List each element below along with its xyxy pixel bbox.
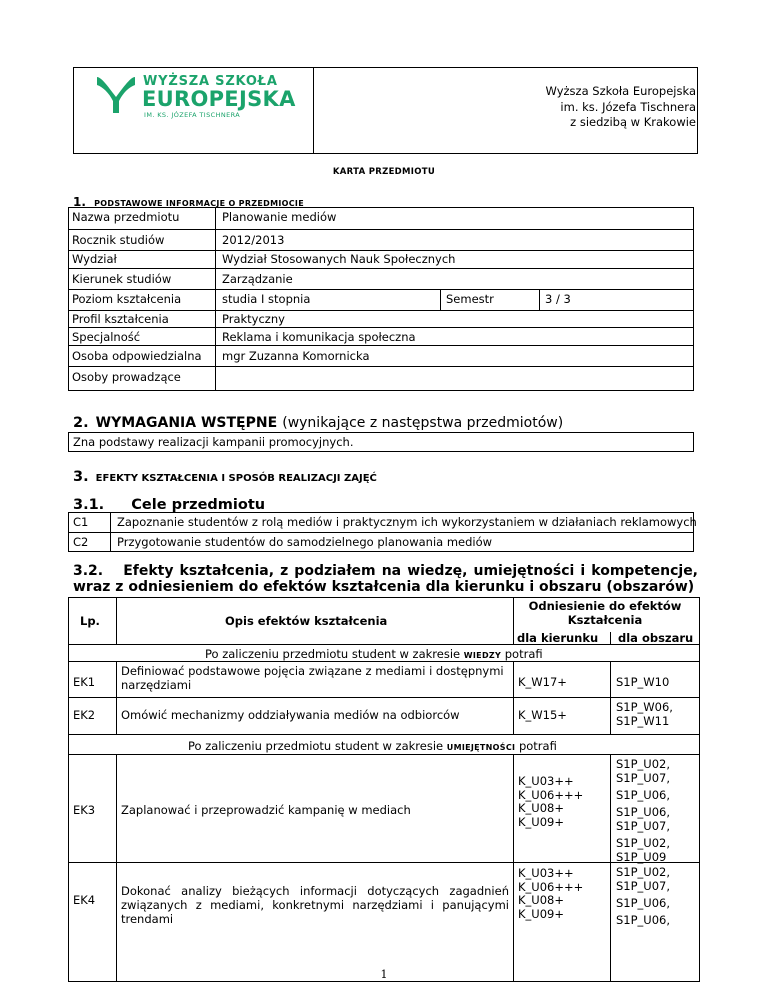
row-label: Osoba odpowiedzialna	[72, 349, 202, 363]
col-ref-header: Odniesienie do efektów Kształcenia	[528, 599, 682, 627]
objective-code: C1	[73, 515, 89, 529]
row-line	[68, 327, 694, 328]
ek4-kier-item: K_U06+++	[518, 879, 584, 894]
ek3-kier-item: K_U08+	[518, 801, 564, 815]
header-divider	[313, 67, 314, 154]
ek4-obsz-item: S1P_U06,	[616, 913, 671, 927]
skills-suffix: potrafi	[518, 739, 557, 753]
row-line	[68, 661, 700, 662]
section2-subtitle: (wynikające z następstwa przedmiotów)	[282, 415, 564, 431]
objective-text: Zapoznanie studentów z rolą mediów i praktycznym ich wykorzystaniem w działaniach reklamowych	[117, 515, 697, 529]
col-line	[610, 632, 611, 644]
ek2-code: EK2	[73, 708, 96, 722]
semester-value: 3 / 3	[545, 292, 571, 306]
ek1-desc: Definiować podstawowe pojęcia związane z mediami i dostępnymi narzędziami	[121, 664, 504, 692]
school-logo	[93, 73, 303, 123]
ek4-obsz-item: S1P_U02,	[616, 865, 671, 879]
col-line	[610, 754, 611, 982]
row-line	[68, 734, 700, 735]
row-line	[68, 862, 700, 863]
ek4-kier-item: K_U08+	[518, 893, 564, 907]
basic-info-col-divider	[215, 207, 216, 391]
knowledge-prefix: Po zaliczeniu przedmiotu student w zakresie	[205, 647, 461, 661]
section32-number: 3.2.	[73, 563, 104, 579]
row-line	[68, 754, 700, 755]
row-value: Reklama i komunikacja społeczna	[222, 330, 416, 344]
logo-line2: EUROPEJSKA	[142, 87, 296, 111]
col-desc-header: Opis efektów kształcenia	[225, 614, 388, 628]
ek3-kier-list	[518, 775, 583, 829]
section2-title: WYMAGANIA WSTĘPNE	[95, 415, 278, 431]
row-label: Rocznik studiów	[72, 233, 165, 247]
semester-label: Semestr	[446, 292, 494, 306]
row-line	[68, 250, 694, 251]
ek4-code: EK4	[73, 893, 96, 907]
row-label: Specjalność	[72, 330, 141, 344]
col-line	[513, 597, 514, 644]
col-kier-header: dla kierunku	[517, 631, 599, 645]
ek4-desc: Dokonać analizy bieżących informacji dotyczących zagadnień związanych z mediami, konkretnymi narzędziami i panującymi trendami	[121, 884, 509, 926]
objective-text: Przygotowanie studentów do samodzielnego planowania mediów	[117, 535, 493, 549]
ek4-obsz-item: S1P_U06,	[616, 896, 671, 910]
row-label: Profil kształcenia	[72, 312, 169, 326]
section1-number: 1.	[73, 195, 86, 209]
ek3-obsz-item: S1P_U02,	[616, 757, 671, 771]
col-line	[513, 754, 514, 982]
row-value: 2012/2013	[222, 233, 285, 247]
row-value: Zarządzanie	[222, 272, 293, 286]
row-value: Planowanie mediów	[222, 210, 337, 224]
knowledge-word: WIEDZY	[463, 651, 502, 660]
semester-divider-1	[440, 289, 441, 310]
ek3-obsz-list	[616, 757, 670, 864]
school-patron: im. ks. Józefa Tischnera	[560, 99, 696, 114]
row-label: Osoby prowadzące	[72, 370, 181, 384]
page-number: 1	[380, 968, 388, 981]
ek2-obsz-2: S1P_W11	[616, 714, 670, 728]
ek2-desc: Omówić mechanizmy oddziaływania mediów na odbiorców	[121, 708, 460, 722]
section31-number: 3.1.	[73, 497, 105, 513]
ek1-kier: K_W17+	[518, 675, 567, 689]
ek2-obsz-1: S1P_W06,	[616, 700, 673, 714]
row-value: Praktyczny	[222, 312, 285, 326]
ek1-obsz: S1P_W10	[616, 675, 670, 689]
section32-heading	[73, 563, 698, 595]
row-line	[68, 345, 694, 346]
ek3-obsz-item: S1P_U06,	[616, 805, 671, 819]
row-label: Poziom kształcenia	[72, 292, 182, 306]
ek3-obsz-item: S1P_U09	[616, 850, 667, 864]
ek3-code: EK3	[73, 803, 96, 817]
col-obsz-header: dla obszaru	[618, 631, 694, 645]
ek3-obsz-item: S1P_U02,	[616, 836, 671, 850]
ek4-obsz-item: S1P_U07,	[616, 879, 671, 893]
row-line	[68, 289, 694, 290]
ek3-kier-item: K_U09+	[518, 814, 564, 829]
col-lp-header: Lp.	[80, 614, 100, 628]
knowledge-suffix: potrafi	[504, 647, 543, 661]
row-line	[68, 532, 694, 533]
row-line	[68, 697, 700, 698]
skills-row-caption	[188, 739, 557, 755]
section1-title: PODSTAWOWE INFORMACJE O PRZEDMIOCIE	[94, 199, 304, 208]
section31-title: Cele przedmiotu	[131, 497, 266, 513]
row-line	[68, 644, 700, 645]
ek4-kier-item: K_U03++	[518, 866, 574, 880]
section2-number: 2.	[73, 415, 89, 431]
skills-word: UMIEJĘTNOŚCI	[446, 743, 516, 752]
school-name: Wyższa Szkoła Europejska	[545, 84, 696, 98]
col-line	[116, 754, 117, 982]
ek3-obsz-item: S1P_U07,	[616, 771, 671, 785]
section3-number: 3.	[73, 469, 89, 485]
row-label: Nazwa przedmiotu	[72, 210, 180, 224]
ek3-desc: Zaplanować i przeprowadzić kampanię w mediach	[121, 803, 411, 817]
section3-title: EFEKTY KSZTAŁCENIA I SPOSÓB REALIZACJI ZAJĘĆ	[95, 473, 377, 484]
school-address	[546, 84, 696, 131]
section32-title: Efekty kształcenia, z podziałem na wiedzę, umiejętności i kompetencje, wraz z odniesieniem do efektów kształcenia dla kierunku i obszaru (obszarów)	[73, 563, 699, 595]
row-label: Kierunek studiów	[72, 272, 172, 286]
school-seat: z siedzibą w Krakowie	[570, 115, 696, 129]
row-line	[68, 366, 694, 367]
ek3-kier-item: K_U06+++	[518, 787, 584, 802]
ek3-obsz-item: S1P_U07,	[616, 819, 671, 833]
logo-emblem-icon	[95, 75, 137, 115]
ek3-kier-item: K_U03++	[518, 774, 574, 788]
ek4-kier-list	[518, 867, 583, 921]
row-line	[68, 268, 694, 269]
document-title: KARTA PRZEDMIOTU	[332, 167, 436, 177]
skills-prefix: Po zaliczeniu przedmiotu student w zakresie	[188, 739, 444, 753]
ek2-kier: K_W15+	[518, 708, 567, 722]
ek3-obsz-item: S1P_U06,	[616, 788, 671, 802]
ek1-code: EK1	[73, 675, 96, 689]
semester-divider-2	[539, 289, 540, 310]
row-line	[68, 229, 694, 230]
row-value: mgr Zuzanna Komornicka	[222, 349, 370, 363]
row-value: Wydział Stosowanych Nauk Społecznych	[222, 252, 456, 266]
objective-code: C2	[73, 535, 89, 549]
section3-heading	[73, 468, 377, 488]
prerequisites-text: Zna podstawy realizacji kampanii promocyjnych.	[73, 435, 354, 449]
ek4-kier-item: K_U09+	[518, 906, 564, 921]
section2-heading	[73, 414, 563, 432]
ek4-obsz-list	[616, 865, 670, 927]
row-value: studia I stopnia	[222, 292, 311, 306]
logo-line3: IM. KS. JÓZEFA TISCHNERA	[144, 111, 241, 119]
row-label: Wydział	[72, 252, 117, 266]
logo-line1: WYŻSZA SZKOŁA	[143, 74, 278, 89]
col-line	[116, 597, 117, 644]
row-line	[68, 310, 694, 311]
